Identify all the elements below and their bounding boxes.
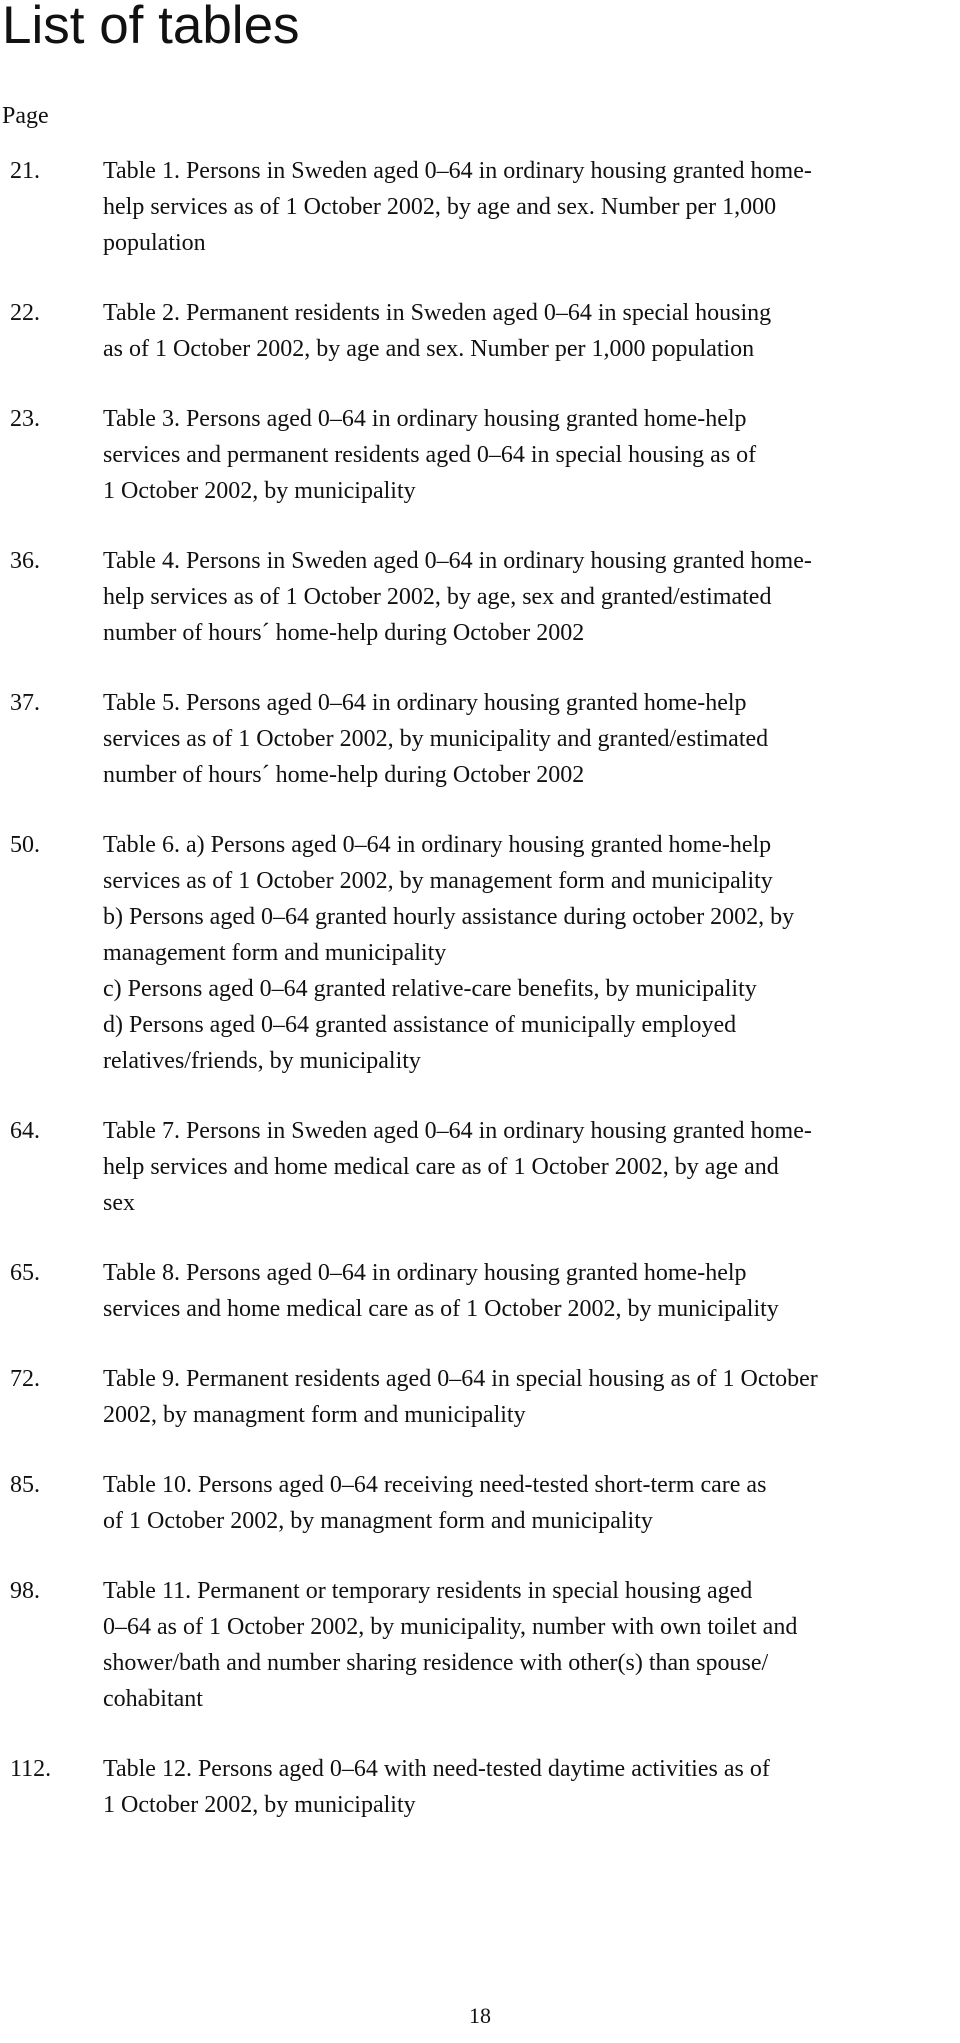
entry-text-line: Table 11. Permanent or temporary residents in special housing aged bbox=[103, 1578, 753, 1604]
entry-page-number: 21. bbox=[10, 158, 40, 184]
entry-text-line: help services and home medical care as of 1 October 2002, by age and bbox=[103, 1154, 779, 1180]
list-item bbox=[0, 1751, 960, 1823]
entry-description bbox=[103, 1113, 957, 1221]
entry-description bbox=[103, 1573, 957, 1717]
entry-text-line: Table 3. Persons aged 0–64 in ordinary housing granted home-help bbox=[103, 406, 747, 432]
list-item bbox=[0, 1255, 960, 1327]
entry-text-line: c) Persons aged 0–64 granted relative-care benefits, by municipality bbox=[103, 976, 757, 1002]
entry-page-number: 23. bbox=[10, 406, 40, 432]
entry-text-line: Table 6. a) Persons aged 0–64 in ordinary housing granted home-help bbox=[103, 832, 772, 858]
entry-description bbox=[103, 543, 957, 651]
entry-text-line: as of 1 October 2002, by age and sex. Number per 1,000 population bbox=[103, 336, 755, 362]
entry-text-line: number of hours´ home-help during October 2002 bbox=[103, 762, 585, 788]
list-item bbox=[0, 295, 960, 367]
list-item bbox=[0, 827, 960, 1079]
entry-description bbox=[103, 295, 957, 367]
entry-page-number: 72. bbox=[10, 1366, 40, 1392]
entry-text-line: sex bbox=[103, 1190, 135, 1216]
entry-description bbox=[103, 1467, 957, 1539]
entry-text-line: Table 5. Persons aged 0–64 in ordinary housing granted home-help bbox=[103, 690, 747, 716]
list-item bbox=[0, 1113, 960, 1221]
entry-text-line: number of hours´ home-help during October 2002 bbox=[103, 620, 585, 646]
entry-text-line: help services as of 1 October 2002, by age, sex and granted/estimated bbox=[103, 584, 772, 610]
entry-text-line: 1 October 2002, by municipality bbox=[103, 1792, 416, 1818]
entry-page-number: 85. bbox=[10, 1472, 40, 1498]
entry-description bbox=[103, 1361, 957, 1433]
list-item bbox=[0, 685, 960, 793]
entry-description bbox=[103, 827, 957, 1079]
footer-page-number: 18 bbox=[469, 2003, 491, 2028]
entry-page-number: 65. bbox=[10, 1260, 40, 1286]
entry-page-number: 64. bbox=[10, 1118, 40, 1144]
entry-page-number: 50. bbox=[10, 832, 40, 858]
entry-description bbox=[103, 1255, 957, 1327]
entry-text-line: shower/bath and number sharing residence with other(s) than spouse/ bbox=[103, 1650, 769, 1676]
entry-text-line: population bbox=[103, 230, 206, 256]
entry-text-line: b) Persons aged 0–64 granted hourly assistance during october 2002, by bbox=[103, 904, 795, 930]
page-column-label: Page bbox=[2, 103, 49, 129]
entry-description bbox=[103, 401, 957, 509]
entry-text-line: Table 7. Persons in Sweden aged 0–64 in ordinary housing granted home- bbox=[103, 1118, 812, 1144]
entry-text-line: Table 4. Persons in Sweden aged 0–64 in ordinary housing granted home- bbox=[103, 548, 812, 574]
entry-text-line: services as of 1 October 2002, by municipality and granted/estimated bbox=[103, 726, 769, 752]
page-title: List of tables bbox=[2, 0, 300, 55]
entry-page-number: 112. bbox=[10, 1756, 52, 1782]
entry-text-line: management form and municipality bbox=[103, 940, 447, 966]
entry-description bbox=[103, 685, 957, 793]
entry-text-line: Table 9. Permanent residents aged 0–64 in special housing as of 1 October bbox=[103, 1366, 818, 1392]
entry-page-number: 98. bbox=[10, 1578, 40, 1604]
list-item bbox=[0, 401, 960, 509]
entry-text-line: Table 1. Persons in Sweden aged 0–64 in ordinary housing granted home- bbox=[103, 158, 812, 184]
list-item bbox=[0, 1361, 960, 1433]
list-item bbox=[0, 543, 960, 651]
entry-text-line: services as of 1 October 2002, by management form and municipality bbox=[103, 868, 773, 894]
entry-text-line: Table 12. Persons aged 0–64 with need-tested daytime activities as of bbox=[103, 1756, 770, 1782]
entry-page-number: 22. bbox=[10, 300, 40, 326]
entry-text-line: Table 8. Persons aged 0–64 in ordinary housing granted home-help bbox=[103, 1260, 747, 1286]
entry-page-number: 37. bbox=[10, 690, 40, 716]
entry-text-line: 0–64 as of 1 October 2002, by municipality, number with own toilet and bbox=[103, 1614, 798, 1640]
entry-text-line: 1 October 2002, by municipality bbox=[103, 478, 416, 504]
list-item bbox=[0, 1573, 960, 1717]
table-list bbox=[0, 153, 960, 1857]
entry-text-line: Table 10. Persons aged 0–64 receiving need-tested short-term care as bbox=[103, 1472, 767, 1498]
entry-description bbox=[103, 1751, 957, 1823]
entry-text-line: of 1 October 2002, by managment form and municipality bbox=[103, 1508, 653, 1534]
entry-text-line: services and home medical care as of 1 October 2002, by municipality bbox=[103, 1296, 779, 1322]
entry-text-line: Table 2. Permanent residents in Sweden aged 0–64 in special housing bbox=[103, 300, 772, 326]
entry-text-line: cohabitant bbox=[103, 1686, 203, 1712]
entry-text-line: relatives/friends, by municipality bbox=[103, 1048, 421, 1074]
entry-page-number: 36. bbox=[10, 548, 40, 574]
list-item bbox=[0, 1467, 960, 1539]
list-item bbox=[0, 153, 960, 261]
entry-text-line: d) Persons aged 0–64 granted assistance of municipally employed bbox=[103, 1012, 737, 1038]
entry-text-line: help services as of 1 October 2002, by age and sex. Number per 1,000 bbox=[103, 194, 777, 220]
entry-description bbox=[103, 153, 957, 261]
entry-text-line: 2002, by managment form and municipality bbox=[103, 1402, 526, 1428]
entry-text-line: services and permanent residents aged 0–64 in special housing as of bbox=[103, 442, 757, 468]
